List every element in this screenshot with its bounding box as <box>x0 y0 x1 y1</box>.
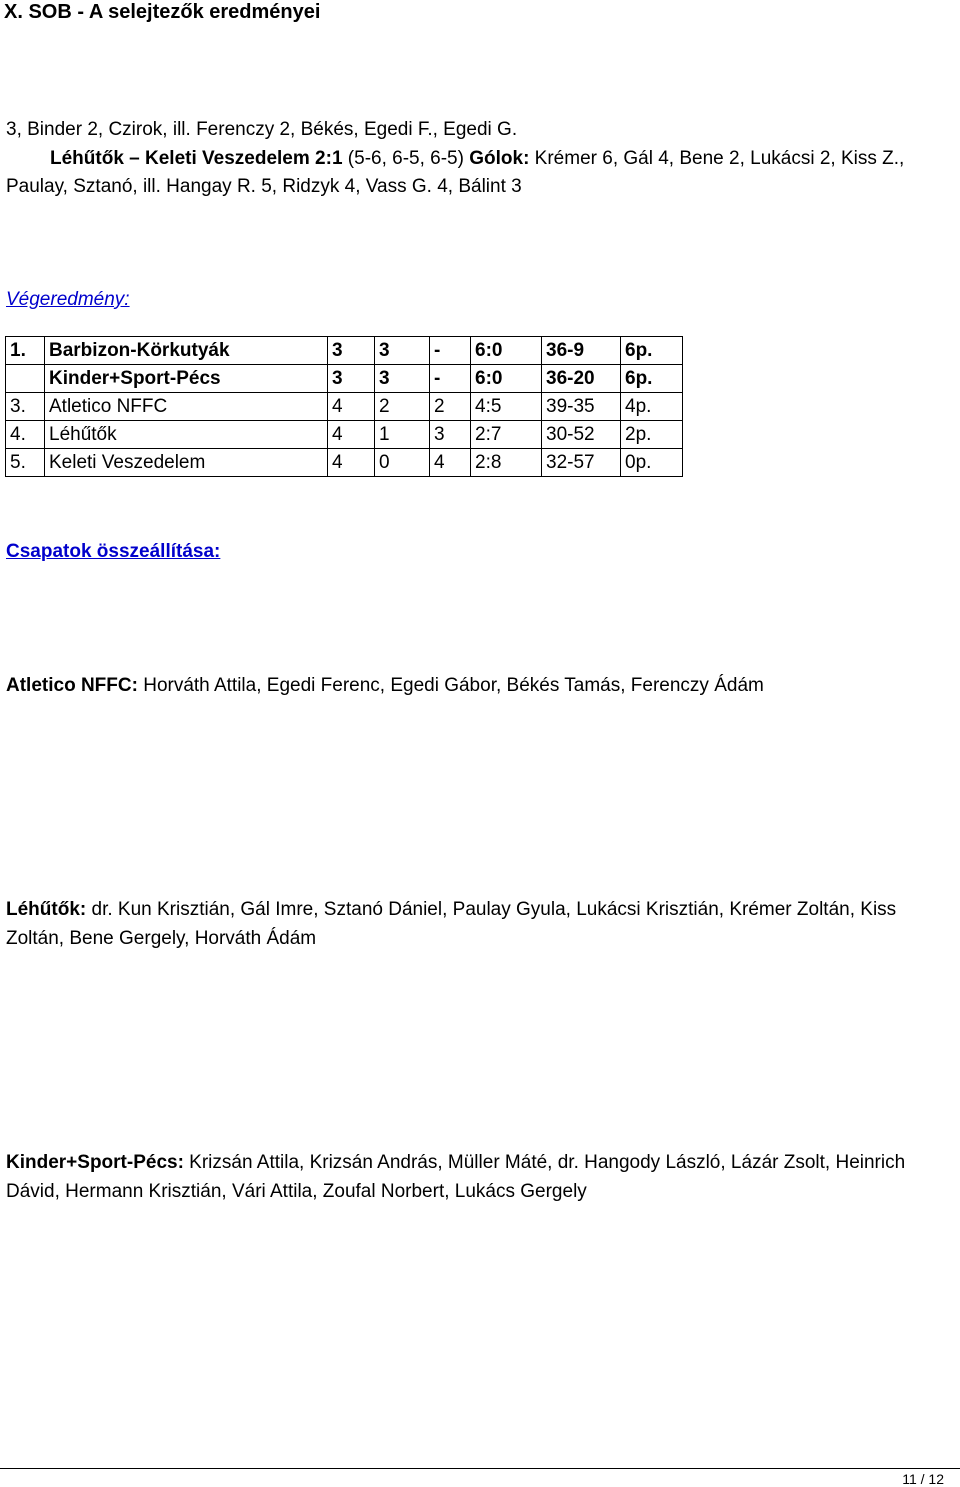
table-cell: 1 <box>375 421 430 449</box>
table-cell: 0 <box>375 449 430 477</box>
table-cell: 36-20 <box>542 365 621 393</box>
table-cell: 3 <box>328 365 375 393</box>
lineup-team-name: Kinder+Sport-Pécs: <box>6 1152 184 1173</box>
table-cell: 1. <box>6 337 45 365</box>
table-cell: 4 <box>328 421 375 449</box>
table-cell: 32-57 <box>542 449 621 477</box>
table-cell: 5. <box>6 449 45 477</box>
table-cell: 3. <box>6 393 45 421</box>
lineup-players: dr. Kun Krisztián, Gál Imre, Sztanó Dániel, Paulay Gyula, Lukácsi Krisztián, Krémer Zoltán, Kiss Zoltán, Bene Gergely, Horváth Ádám <box>6 899 897 949</box>
table-cell: 0p. <box>621 449 683 477</box>
table-cell: 3 <box>375 337 430 365</box>
table-cell: - <box>430 365 471 393</box>
table-cell: - <box>430 337 471 365</box>
lineup-atletico-nffc <box>6 672 956 701</box>
table-cell: Keleti Veszedelem <box>45 449 328 477</box>
match-2-sets: (5-6, 6-5, 6-5) <box>342 147 470 169</box>
table-cell: 2p. <box>621 421 683 449</box>
table-cell: 4. <box>6 421 45 449</box>
lineup-team-name: Atletico NFFC: <box>6 675 138 696</box>
table-row <box>6 393 683 421</box>
match-2-teams: Léhűtők – Keleti Veszedelem 2:1 <box>50 147 343 169</box>
results-heading: Végeredmény: <box>6 289 130 310</box>
page-number: 11 / 12 <box>902 1471 944 1487</box>
table-cell: 6:0 <box>471 365 542 393</box>
document-title: X. SOB - A selejtezők eredményei <box>4 1 321 23</box>
lineup-team-name: Léhűtők: <box>6 899 87 920</box>
match-report-line-1: 3, Binder 2, Czirok, ill. Ferenczy 2, Békés, Egedi F., Egedi G. <box>6 119 518 140</box>
table-row <box>6 449 683 477</box>
match-report <box>6 116 956 202</box>
table-cell: 3 <box>375 365 430 393</box>
table-cell: 30-52 <box>542 421 621 449</box>
table-cell: 2:7 <box>471 421 542 449</box>
footer-divider <box>0 1468 960 1469</box>
table-cell: Kinder+Sport-Pécs <box>45 365 328 393</box>
match-2-goals: Krémer 6, Gál 4, Bene 2, Lukácsi 2, Kiss Z., Paulay, Sztanó, ill. Hangay R. 5, Ridzyk 4, Vass G. 4, Bálint 3 <box>6 147 905 197</box>
match-2-goals-label: Gólok: <box>469 147 530 169</box>
table-cell: 4p. <box>621 393 683 421</box>
table-cell: 36-9 <box>542 337 621 365</box>
table-cell: 6p. <box>621 365 683 393</box>
table-cell: 4 <box>430 449 471 477</box>
table-cell: 3 <box>430 421 471 449</box>
table-cell: Atletico NFFC <box>45 393 328 421</box>
table-cell: 4 <box>328 449 375 477</box>
table-cell: 6p. <box>621 337 683 365</box>
table-cell: 4:5 <box>471 393 542 421</box>
lineup-players: Krizsán Attila, Krizsán András, Müller Máté, dr. Hangody László, Lázár Zsolt, Heinrich Dávid, Hermann Krisztián, Vári Attila, Zoufal Norbert, Lukács Gergely <box>6 1152 906 1202</box>
lineup-kinder-sport-pecs <box>6 1149 956 1206</box>
table-row <box>6 365 683 393</box>
match-report-match-2 <box>6 145 956 202</box>
standings-table <box>5 336 683 477</box>
lineup-lehutok <box>6 896 956 953</box>
table-cell: 3 <box>328 337 375 365</box>
lineup-players: Horváth Attila, Egedi Ferenc, Egedi Gábor, Békés Tamás, Ferenczy Ádám <box>137 675 764 696</box>
table-cell: 4 <box>328 393 375 421</box>
table-cell <box>6 365 45 393</box>
table-cell: 6:0 <box>471 337 542 365</box>
table-cell: 39-35 <box>542 393 621 421</box>
table-cell: 2:8 <box>471 449 542 477</box>
table-row <box>6 337 683 365</box>
table-row <box>6 421 683 449</box>
lineups-heading: Csapatok összeállítása: <box>6 541 221 562</box>
table-cell: 2 <box>375 393 430 421</box>
table-cell: Barbizon-Körkutyák <box>45 337 328 365</box>
table-cell: 2 <box>430 393 471 421</box>
table-cell: Léhűtők <box>45 421 328 449</box>
